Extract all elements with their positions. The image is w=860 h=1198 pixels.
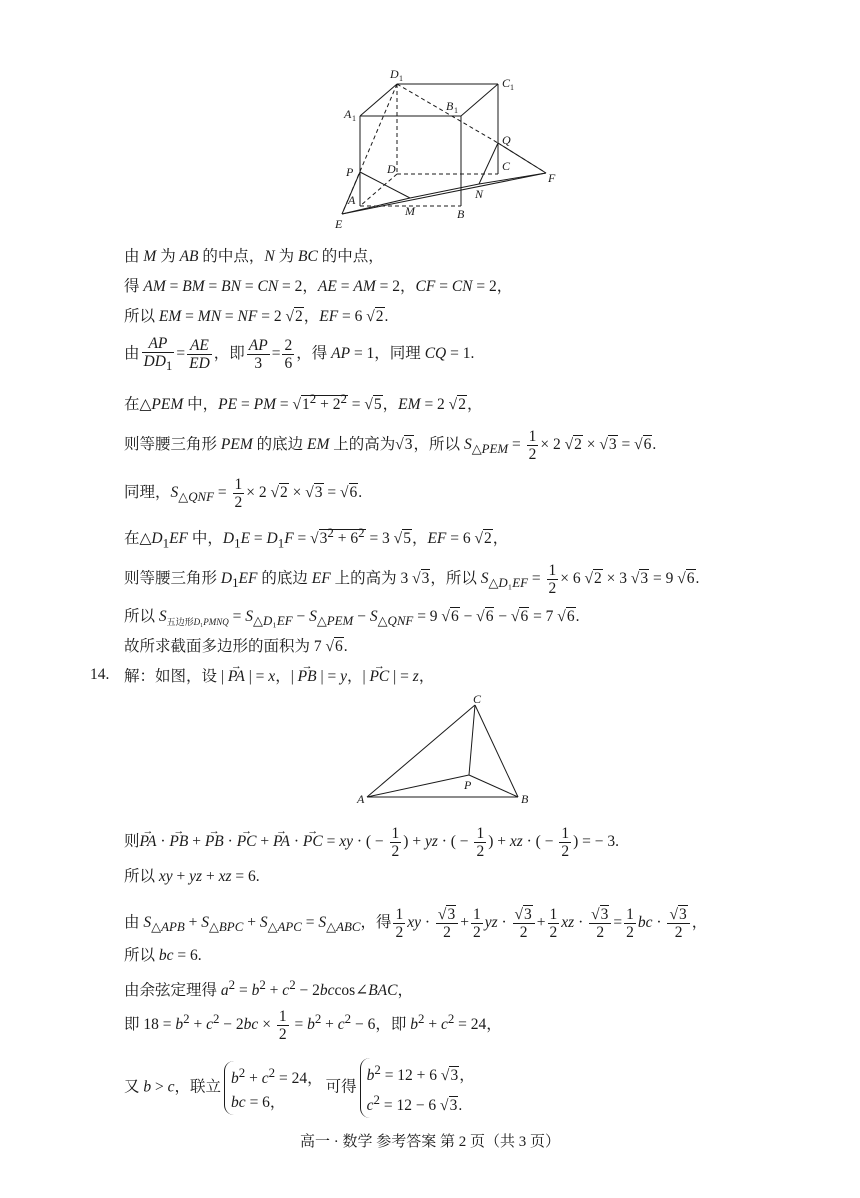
label-C: C: [502, 159, 511, 173]
label-A1-sub: 1: [352, 114, 356, 123]
label-E: E: [335, 217, 343, 231]
line-17: 由余弦定理得 $a^2 = b^2 + c^2$ − 2bccos∠BAC，: [124, 977, 413, 1000]
label-D: D: [387, 162, 396, 176]
label-Q: Q: [502, 133, 511, 147]
label-N: N: [475, 187, 484, 201]
label-F: F: [548, 171, 556, 185]
triangle-figure: [355, 693, 545, 813]
label-D1-sub: 1: [399, 74, 403, 83]
label-A: A: [348, 193, 356, 207]
label-C1: C: [502, 76, 511, 90]
problem-number: 14.: [90, 666, 110, 683]
line-3: 所以 EM = MN = NF = 2 √2，EF = 6 √2.: [124, 308, 389, 325]
line-4: 由 $\frac{AP}{DD_1}$ = $\frac{AE}{ED}$ ，即 $\frac{AP}{3}$ = $\frac{2}{6}$ ，得 AP = 1，同理 CQ = 1.: [124, 335, 475, 374]
tri-label-B: B: [521, 792, 529, 806]
cube-figure: [330, 60, 570, 240]
label-B1-sub: 1: [454, 106, 458, 115]
label-M: M: [405, 204, 415, 218]
label-A1: A: [344, 107, 352, 121]
tri-label-C: C: [473, 693, 482, 706]
line-13: 则→ PA · → PB + → PB · → PC + → PA · → PC = xy · ( − $\frac{1}{2}$ ) + yz · ( − $\frac{1}{2}$ ) + xz · ( − $\frac{1}{2}$ ) = − 3.: [124, 825, 619, 860]
label-B1: B: [446, 99, 454, 113]
label-D1: D: [390, 67, 399, 81]
line-18: 即 $18 = b^2 + c^2 - 2bc$ × $\frac{1}{2}$ = $b^2 + c^2 - 6$，即 $b^2 + c^2 = 24$，: [124, 1008, 502, 1044]
line-14: 所以 xy + yz + xz = 6.: [124, 868, 260, 885]
label-P: P: [346, 165, 354, 179]
line-5: 在△PEM 中，PE = PM = $√1^2 + 2^2 = √5$，EM = 2 √2，: [124, 391, 483, 414]
line-6: 则等腰三角形 PEM 的底边 EM 上的高为√3，所以 $S_{\triangle PEM}$ = $\frac{1}{2}$ × 2 √2 × √3 = √6.: [124, 428, 657, 463]
line-8: 在$\triangle D_1EF$ 中，$D_1E = D_1F = √3^2 + 6^2 = 3$ √5，EF = 6 √2，: [124, 525, 509, 551]
line-1: 由 M 为 AB 的中点，N 为 BC 的中点，: [124, 248, 384, 265]
line-11: 故所求截面多边形的面积为 7 √6.: [124, 638, 348, 655]
line-16: 所以 bc = 6.: [124, 947, 202, 964]
page-footer: 高一 · 数学 参考答案 第 2 页（共 3 页）: [300, 1134, 560, 1150]
tri-label-P: P: [464, 778, 472, 792]
line-15: 由 $S_{\triangle APB} + S_{\triangle BPC} + S_{\triangle APC} = S_{\triangle ABC}$，得 $\frac{1}{2}$ xy · $\frac{√3}{2}$ + $\frac{1}{2}$ yz · $\frac{√3}{2}$ + $\frac{1}{2}$ xz · $\frac{√3}{2}$ = $\frac{1}{2}$ bc · $\frac{√3}{2}$ ，: [124, 906, 708, 941]
line-9: 则等腰三角形 $D_1EF$ 的底边 EF 上的高为 3 √3，所以 $S_{\triangle D_1EF}$ = $\frac{1}{2}$ × 6 √2 × 3 √3 = 9 √6.: [124, 562, 700, 597]
line-12: 解：如图，设 | → PA | = x，| → PB | = y，| → PC | = z，: [124, 666, 434, 688]
line-7: 同理，$S_{\triangle QNF}$ = $\frac{1}{2}$ × 2 √2 × √3 = √6.: [124, 476, 363, 511]
label-B: B: [457, 207, 465, 221]
tri-label-A: A: [357, 792, 365, 806]
line-2: 得 AM = BM = BN = CN = 2，AE = AM = 2，CF = CN = 2，: [124, 278, 513, 295]
line-19: 又 b > c，联立 $b^2 + c^2 = 24$， bc = 6， 可得 $b^2 = 12 + 6$ √3， $c^2 = 12 - 6$ √3.: [124, 1058, 478, 1118]
label-C1-sub: 1: [510, 83, 514, 92]
line-10: 所以 $S_{五边形D_1PMNQ} = S_{\triangle D_1EF} - S_{\triangle PEM} - S_{\triangle QNF} = 9$ √6 − √6 − √6 = 7 √6.: [124, 608, 580, 629]
